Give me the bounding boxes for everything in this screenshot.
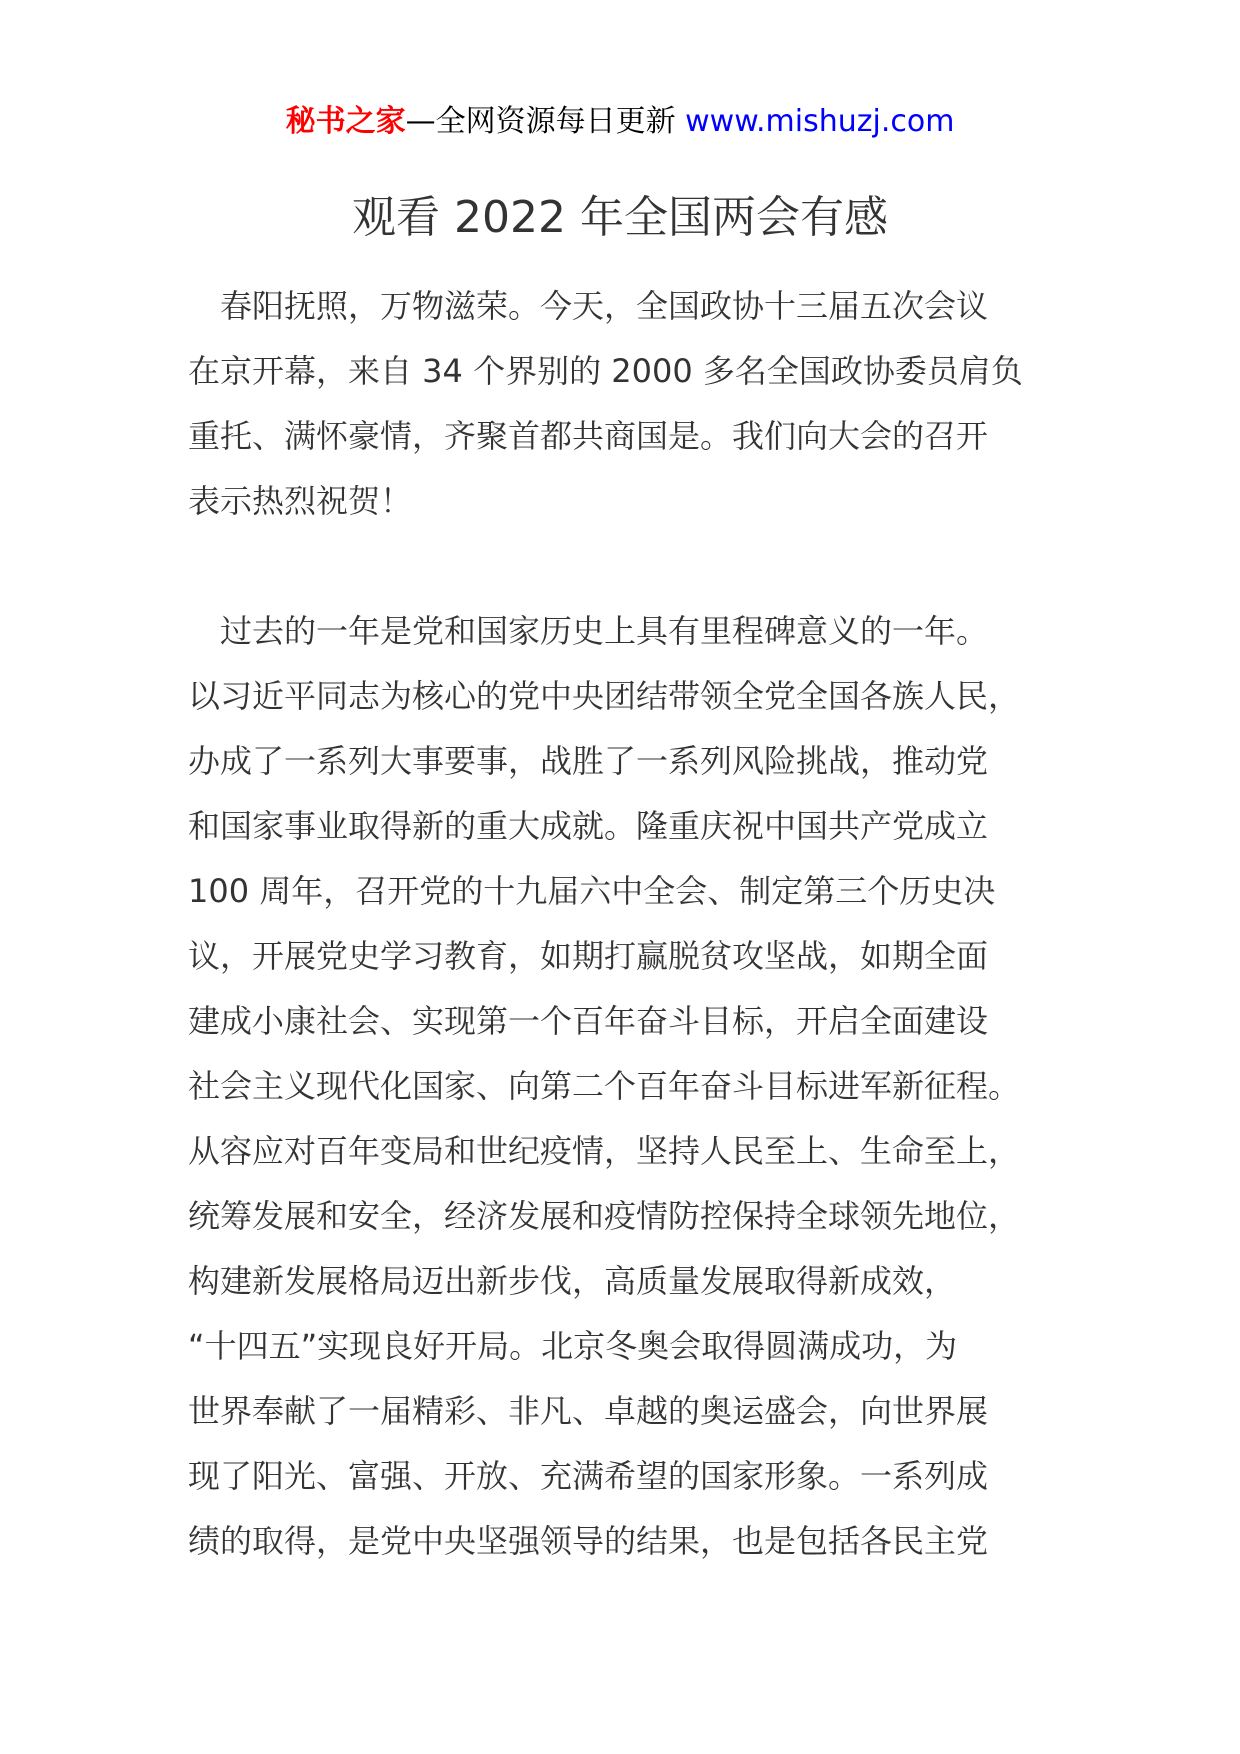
site-slogan: —全网资源每日更新 bbox=[405, 104, 686, 139]
site-url-link[interactable]: www.mishuzj.com bbox=[685, 104, 955, 139]
text-line: 表示热烈祝贺！ bbox=[188, 482, 413, 520]
text-line: 议，开展党史学习教育，如期打赢脱贫攻坚战，如期全面 bbox=[188, 937, 989, 975]
paragraph bbox=[188, 274, 1060, 534]
text-line: 和国家事业取得新的重大成就。隆重庆祝中国共产党成立 bbox=[188, 807, 989, 845]
site-brand: 秘书之家 bbox=[285, 104, 406, 139]
paragraph-spacer bbox=[188, 534, 1060, 599]
text-line: 构建新发展格局迈出新步伐，高质量发展取得新成效， bbox=[188, 1262, 957, 1300]
text-line: 现了阳光、富强、开放、充满希望的国家形象。一系列成 bbox=[188, 1457, 989, 1495]
text-line: 以习近平同志为核心的党中央团结带领全党全国各族人民， bbox=[188, 677, 1021, 715]
text-line: 建成小康社会、实现第一个百年奋斗目标，开启全面建设 bbox=[188, 1002, 989, 1040]
text-line: 重托、满怀豪情，齐聚首都共商国是。我们向大会的召开 bbox=[188, 417, 989, 455]
text-line: 社会主义现代化国家、向第二个百年奋斗目标进军新征程。 bbox=[188, 1067, 1021, 1105]
site-header bbox=[0, 100, 1240, 144]
text-line: 办成了一系列大事要事，战胜了一系列风险挑战，推动党 bbox=[188, 742, 989, 780]
document-title: 观看 2022 年全国两会有感 bbox=[352, 192, 888, 243]
text-line: 过去的一年是党和国家历史上具有里程碑意义的一年。 bbox=[188, 612, 989, 650]
text-line: 在京开幕，来自 34 个界别的 2000 多名全国政协委员肩负 bbox=[188, 352, 1023, 390]
text-line: 统筹发展和安全，经济发展和疫情防控保持全球领先地位， bbox=[188, 1197, 1021, 1235]
paragraph bbox=[188, 599, 1060, 1574]
text-line: 绩的取得，是党中央坚强领导的结果，也是包括各民主党 bbox=[188, 1522, 989, 1560]
text-line: 100 周年，召开党的十九届六中全会、制定第三个历史决 bbox=[188, 872, 996, 910]
text-line: 世界奉献了一届精彩、非凡、卓越的奥运盛会，向世界展 bbox=[188, 1392, 989, 1430]
text-line: “十四五”实现良好开局。北京冬奥会取得圆满成功，为 bbox=[188, 1327, 958, 1365]
document-body bbox=[188, 274, 1060, 1574]
text-line: 从容应对百年变局和世纪疫情，坚持人民至上、生命至上， bbox=[188, 1132, 1021, 1170]
text-line: 春阳抚照，万物滋荣。今天，全国政协十三届五次会议 bbox=[188, 287, 989, 325]
